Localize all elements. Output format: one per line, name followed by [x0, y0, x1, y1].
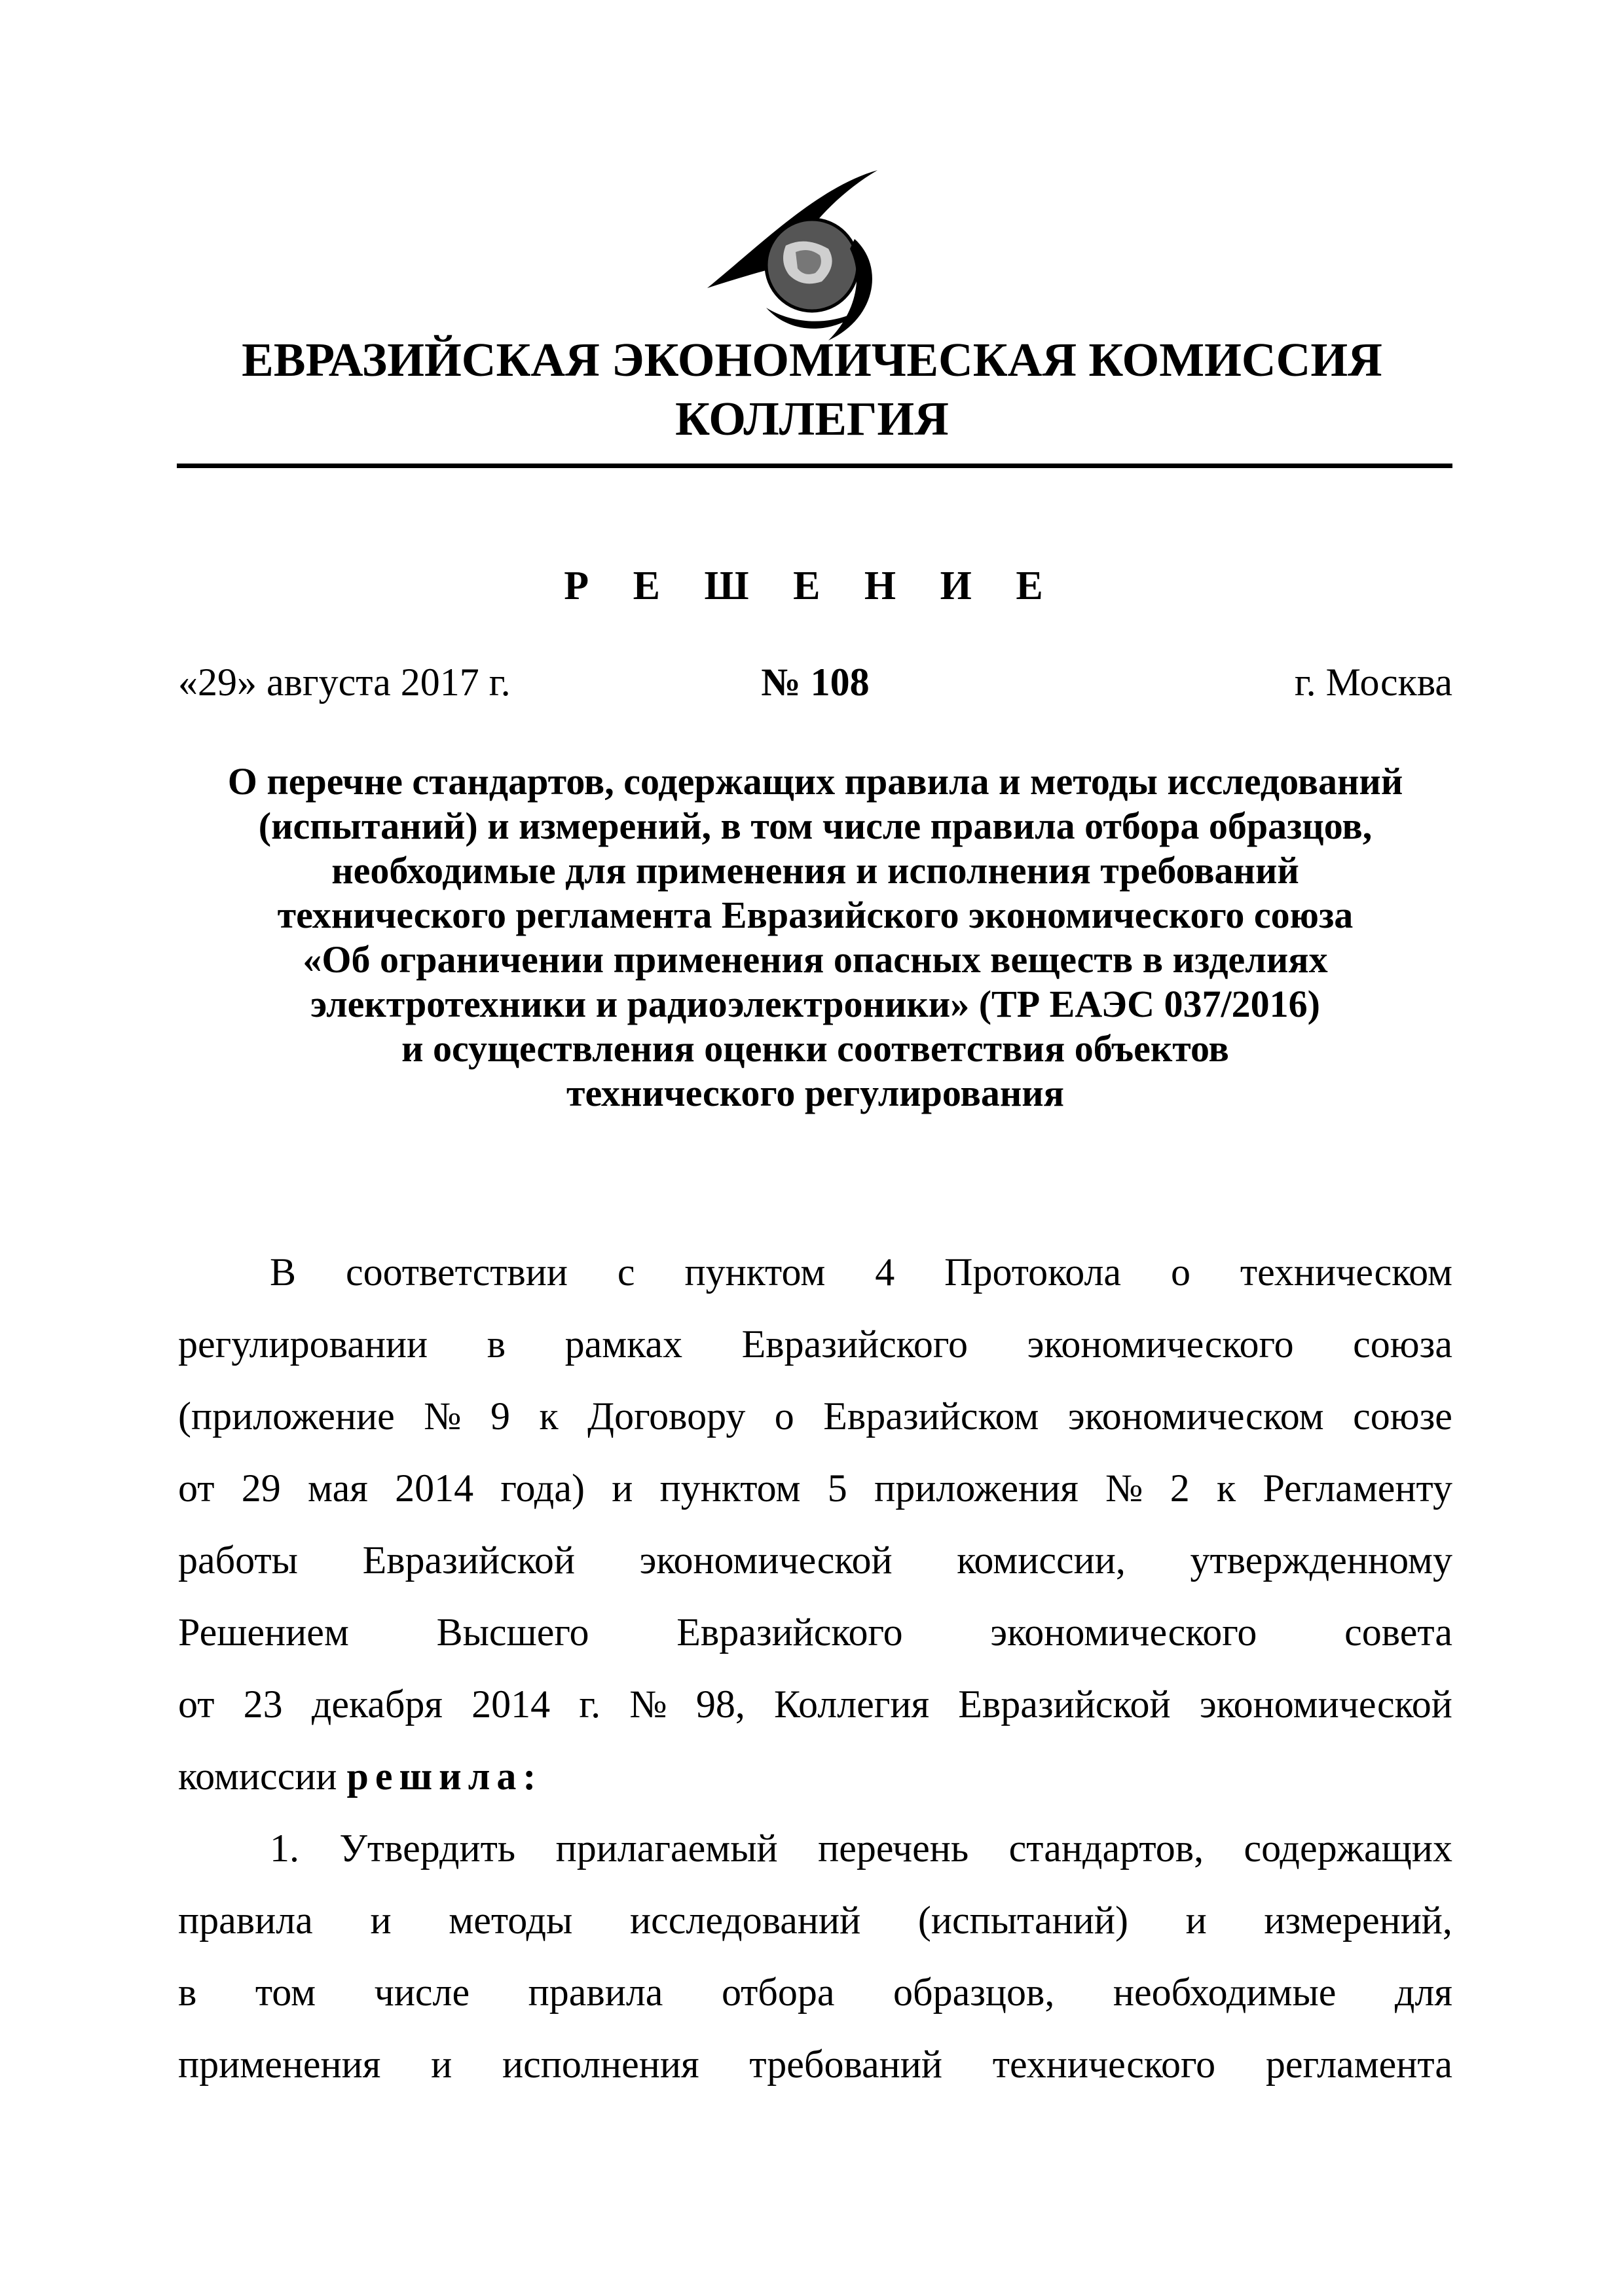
word: том — [255, 1971, 316, 2014]
word: и — [370, 1899, 392, 1942]
word: требований — [749, 2043, 942, 2086]
word: года) — [500, 1467, 585, 1510]
word: и — [1185, 1899, 1207, 1942]
word: (приложение — [178, 1394, 395, 1438]
word: 2 — [1170, 1467, 1190, 1510]
word: экономического — [1027, 1322, 1294, 1366]
document-date: «29» августа 2017 г. — [178, 661, 511, 704]
clause-line — [178, 1884, 1452, 1956]
word: исполнения — [502, 2043, 699, 2086]
clause-line — [178, 1812, 1452, 1884]
word: содержащих — [1244, 1827, 1452, 1870]
word: и — [612, 1467, 633, 1510]
word: работы — [178, 1539, 298, 1582]
word: № — [629, 1683, 667, 1726]
word: Евразийской — [958, 1683, 1171, 1726]
closing-prefix: комиссии — [178, 1755, 337, 1798]
subject-line: технического регулирования — [566, 1072, 1065, 1114]
organization-name: ЕВРАЗИЙСКАЯ ЭКОНОМИЧЕСКАЯ КОМИССИЯ — [242, 333, 1382, 386]
word: экономической — [639, 1539, 893, 1582]
document-body — [178, 1236, 1452, 2100]
body-line — [178, 1236, 1452, 1308]
word: 98, — [695, 1683, 745, 1726]
word: перечень — [818, 1827, 969, 1870]
document-subject — [157, 759, 1473, 1116]
word: 1. — [270, 1827, 299, 1870]
word: Договору — [587, 1394, 746, 1438]
word: методы — [449, 1899, 573, 1942]
clause-line — [178, 1956, 1452, 2028]
word: образцов, — [893, 1971, 1055, 2014]
word: Евразийского — [676, 1611, 903, 1654]
word: В — [270, 1250, 297, 1294]
word: декабря — [311, 1683, 443, 1726]
word: применения — [178, 2043, 381, 2086]
word: о — [1170, 1250, 1190, 1294]
collegium-title: КОЛЛЕГИЯ — [675, 392, 949, 445]
word: регулировании — [178, 1322, 428, 1366]
word: Коллегия — [774, 1683, 930, 1726]
word: приложения — [874, 1467, 1079, 1510]
body-line — [178, 1740, 1452, 1812]
decided-keyword: решила: — [346, 1755, 543, 1798]
word: с — [617, 1250, 635, 1294]
document-city: г. Москва — [1294, 661, 1452, 704]
word: союза — [1353, 1322, 1452, 1366]
word: регламента — [1265, 2043, 1452, 2086]
word: совета — [1344, 1611, 1452, 1654]
document-meta — [178, 656, 1452, 708]
word: Евразийского — [741, 1322, 969, 1366]
word: 23 — [243, 1683, 283, 1726]
word: прилагаемый — [555, 1827, 778, 1870]
word: № — [1105, 1467, 1143, 1510]
word: Утвердить — [339, 1827, 516, 1870]
word: необходимые — [1113, 1971, 1337, 2014]
word: пунктом — [659, 1467, 801, 1510]
subject-line: технического регламента Евразийского экономического союза — [277, 894, 1354, 936]
word: Евразийской — [362, 1539, 575, 1582]
document-kind: Р Е Ш Е Н И Е — [564, 564, 1060, 608]
word: пунктом — [684, 1250, 826, 1294]
subject-line: необходимые для применения и исполнения требований — [331, 849, 1299, 892]
word: Протокола — [944, 1250, 1122, 1294]
body-line — [178, 1596, 1452, 1668]
word: числе — [374, 1971, 470, 2014]
body-line — [178, 1524, 1452, 1596]
word: в — [178, 1971, 197, 2014]
word: 29 — [241, 1467, 281, 1510]
word: и — [431, 2043, 452, 2086]
word: техническом — [1240, 1250, 1452, 1294]
word: № — [424, 1394, 462, 1438]
word: отбора — [721, 1971, 835, 2014]
word: Решением — [178, 1611, 349, 1654]
word: для — [1394, 1971, 1452, 2014]
body-line — [178, 1308, 1452, 1380]
word: 9 — [490, 1394, 511, 1438]
word: технического — [992, 2043, 1216, 2086]
word: о — [774, 1394, 794, 1438]
word: исследований — [630, 1899, 861, 1942]
subject-line: (испытаний) и измерений, в том числе правила отбора образцов, — [258, 805, 1373, 847]
word: стандартов, — [1008, 1827, 1204, 1870]
word: правила — [528, 1971, 663, 2014]
word: Евразийском — [823, 1394, 1039, 1438]
word: 2014 — [471, 1683, 551, 1726]
word: г. — [579, 1683, 601, 1726]
word: утвержденному — [1190, 1539, 1452, 1582]
word: союзе — [1353, 1394, 1452, 1438]
subject-line: электротехники и радиоэлектроники» (ТР ЕАЭС 037/2016) — [310, 983, 1320, 1025]
word: от — [178, 1683, 215, 1726]
word: 5 — [827, 1467, 847, 1510]
subject-line: «Об ограничении применения опасных веществ в изделиях — [303, 938, 1328, 981]
word: правила — [178, 1899, 313, 1942]
word: соответствии — [345, 1250, 568, 1294]
word: от — [178, 1467, 215, 1510]
word: Регламенту — [1263, 1467, 1452, 1510]
word: комиссии, — [957, 1539, 1126, 1582]
word: к — [539, 1394, 559, 1438]
word: экономической — [1199, 1683, 1452, 1726]
word: к — [1217, 1467, 1236, 1510]
clause-line — [178, 2028, 1452, 2100]
body-line — [178, 1380, 1452, 1452]
subject-line: О перечне стандартов, содержащих правила и методы исследований — [227, 760, 1403, 803]
header-divider — [177, 464, 1452, 468]
word: экономического — [990, 1611, 1257, 1654]
word: (испытаний) — [917, 1899, 1128, 1942]
body-line — [178, 1668, 1452, 1740]
document-number: № 108 — [761, 661, 870, 704]
word: рамках — [564, 1322, 683, 1366]
word: измерений, — [1264, 1899, 1452, 1942]
word: в — [487, 1322, 506, 1366]
word: 2014 — [395, 1467, 474, 1510]
word: мая — [308, 1467, 368, 1510]
word: Высшего — [436, 1611, 589, 1654]
subject-line: и осуществления оценки соответствия объектов — [401, 1027, 1229, 1070]
body-line — [178, 1452, 1452, 1524]
word: экономическом — [1067, 1394, 1324, 1438]
eaeu-emblem-icon — [681, 167, 936, 357]
word: 4 — [875, 1250, 895, 1294]
